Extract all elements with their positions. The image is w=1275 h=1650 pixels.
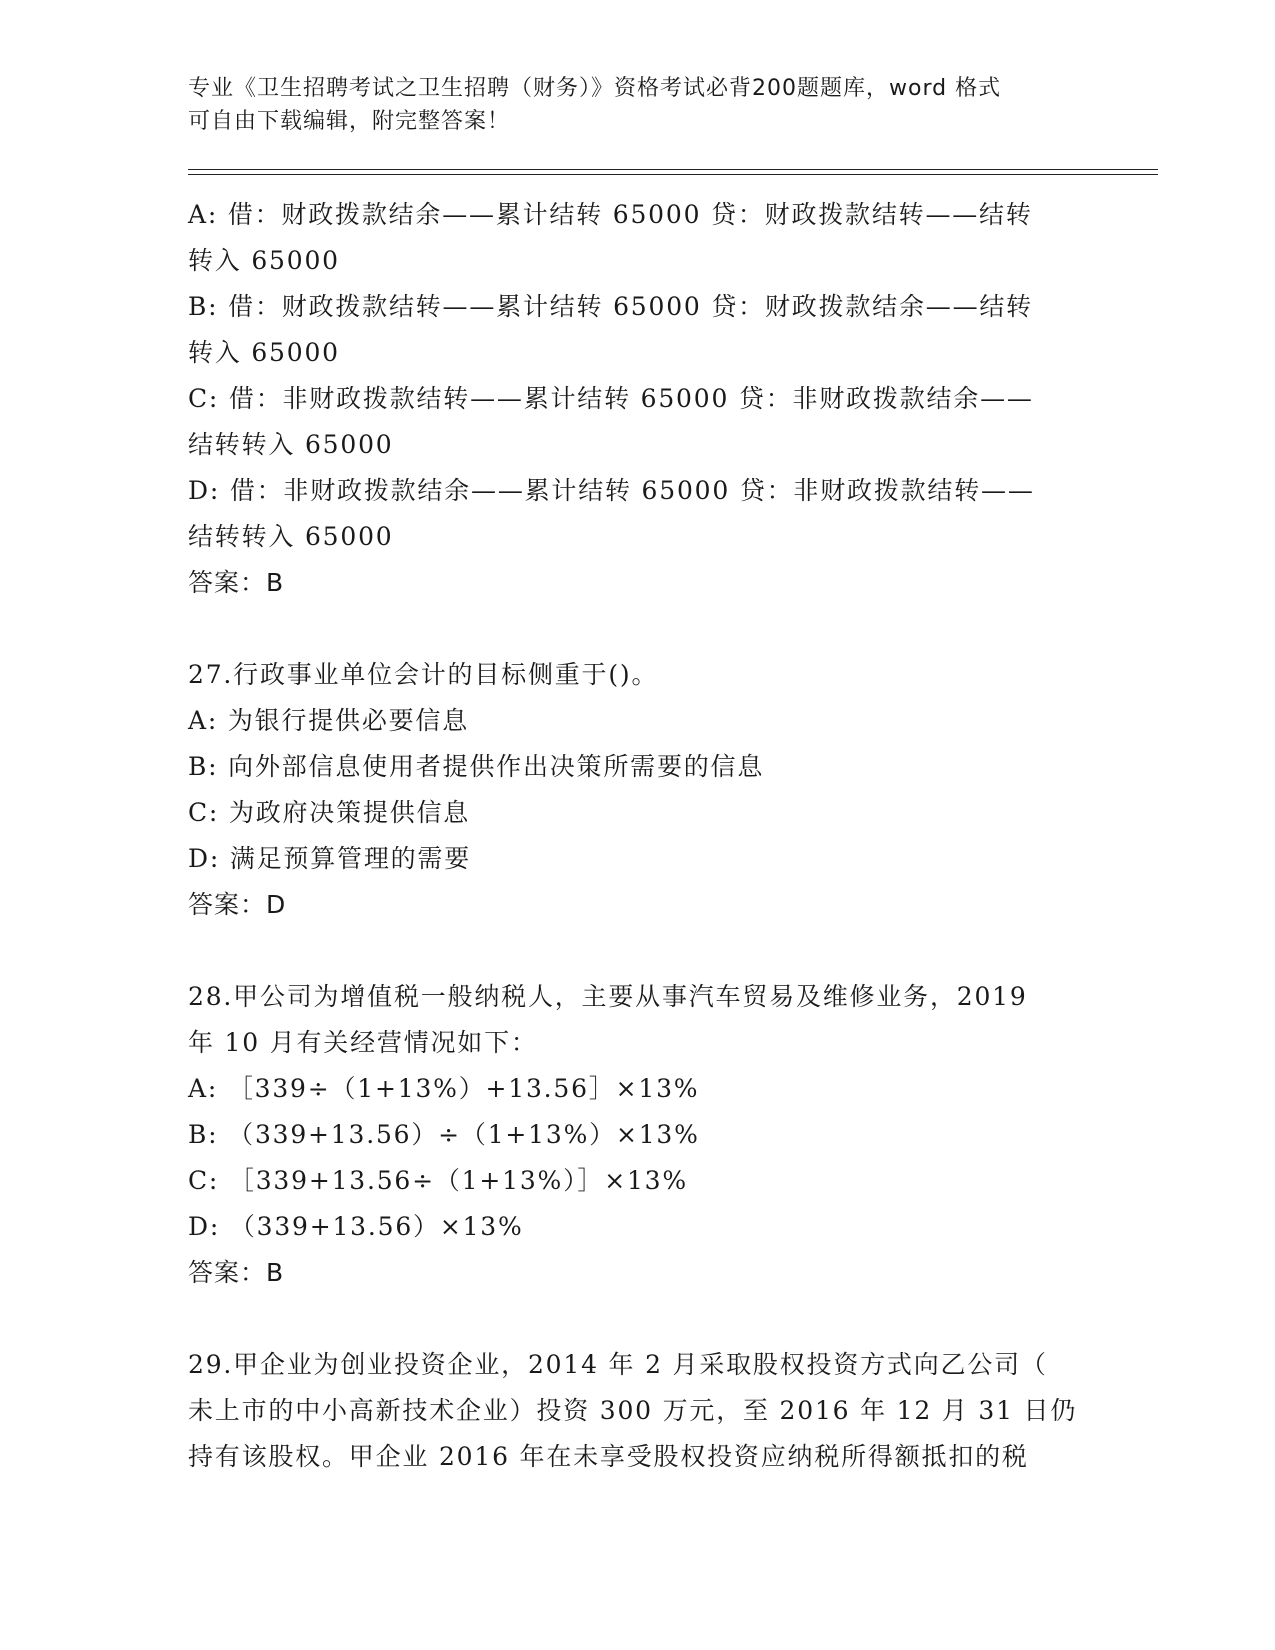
- option-c: C: 为政府决策提供信息: [188, 798, 471, 827]
- question-26-options: [188, 192, 1078, 606]
- question-27: [188, 652, 1078, 928]
- document-body: [188, 192, 1078, 1480]
- option-a: A: 为银行提供必要信息: [188, 706, 470, 735]
- header-divider-bottom: [188, 174, 1158, 175]
- question-text-continued: 年 10 月有关经营情况如下：: [188, 1028, 538, 1057]
- spacer: [188, 1296, 1078, 1342]
- header-line-2: 可自由下载编辑，附完整答案！: [188, 109, 511, 134]
- header-divider-top: [188, 169, 1158, 170]
- option-b: B: 向外部信息使用者提供作出决策所需要的信息: [188, 752, 765, 781]
- question-text: 27.行政事业单位会计的目标侧重于()。: [188, 660, 659, 689]
- answer: 答案：B: [188, 568, 285, 597]
- option-c: C: ［339+13.56÷（1+13%）］×13%: [188, 1166, 688, 1195]
- option-a-continued: 转入 65000: [188, 246, 340, 275]
- question-text-continued: 持有该股权。甲企业 2016 年在未享受股权投资应纳税所得额抵扣的税: [188, 1442, 1029, 1471]
- question-text-continued: 未上市的中小高新技术企业）投资 300 万元，至 2016 年 12 月 31 日仍: [188, 1396, 1078, 1425]
- option-d: D: 满足预算管理的需要: [188, 844, 472, 873]
- option-d-continued: 结转转入 65000: [188, 522, 394, 551]
- answer: 答案：B: [188, 1258, 285, 1287]
- option-b-continued: 转入 65000: [188, 338, 340, 367]
- option-d: D: （339+13.56）×13%: [188, 1212, 524, 1241]
- option-c-continued: 结转转入 65000: [188, 430, 394, 459]
- document-header: [188, 72, 1068, 138]
- question-29: [188, 1342, 1078, 1480]
- option-a: A: ［339÷（1+13%）+13.56］×13%: [188, 1074, 700, 1103]
- option-a: A: 借：财政拨款结余——累计结转 65000 贷：财政拨款结转——结转: [188, 200, 1033, 229]
- answer: 答案：D: [188, 890, 287, 919]
- option-c: C: 借：非财政拨款结转——累计结转 65000 贷：非财政拨款结余——: [188, 384, 1034, 413]
- question-text: 28.甲公司为增值税一般纳税人，主要从事汽车贸易及维修业务，2019: [188, 982, 1028, 1011]
- option-b: B: （339+13.56）÷（1+13%）×13%: [188, 1120, 700, 1149]
- option-b: B: 借：财政拨款结转——累计结转 65000 贷：财政拨款结余——结转: [188, 292, 1033, 321]
- option-d: D: 借：非财政拨款结余——累计结转 65000 贷：非财政拨款结转——: [188, 476, 1035, 505]
- spacer: [188, 606, 1078, 652]
- question-28: [188, 974, 1078, 1296]
- header-line-1: 专业《卫生招聘考试之卫生招聘（财务）》资格考试必背200题题库，word 格式: [188, 76, 1002, 101]
- question-text: 29.甲企业为创业投资企业，2014 年 2 月采取股权投资方式向乙公司（: [188, 1350, 1048, 1379]
- spacer: [188, 928, 1078, 974]
